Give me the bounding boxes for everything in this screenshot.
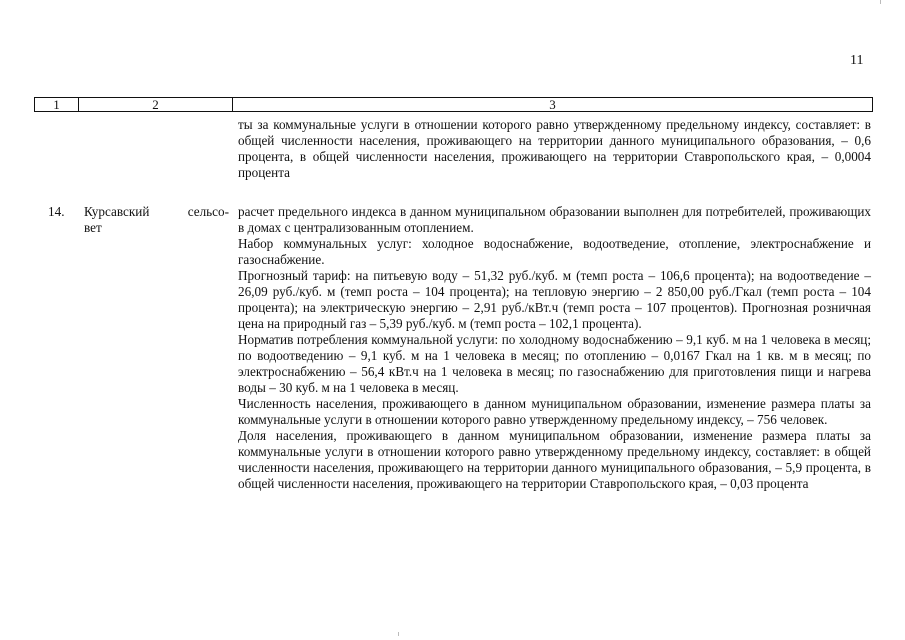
column-header-row bbox=[34, 97, 873, 112]
continuation-paragraph: ты за коммунальные услуги в отношении которого равно утвержденному предельному индексу, составляет: в общей численности населения, проживающего на территории данного муниципального образования, – 0,6 процента, в общей численности населения, проживающего на территории Ставропольского края, – 0,0004 процента bbox=[238, 117, 871, 180]
entry-paragraph: Численность населения, проживающего в данном муниципальном образовании, изменение размера платы за коммунальные услуги в отношении которого равно утвержденному предельному индексу, – 756 человек. bbox=[238, 396, 871, 427]
column-header-3: 3 bbox=[549, 97, 556, 112]
entry-name-line-1: Курсавский сельсо- bbox=[84, 204, 229, 219]
column-header-2: 2 bbox=[79, 98, 233, 111]
page-number: 11 bbox=[850, 53, 864, 68]
entry-name bbox=[84, 204, 229, 236]
column-header-1: 1 bbox=[35, 98, 79, 111]
entry-paragraph: Доля населения, проживающего в данном муниципальном образовании, изменение размера платы за коммунальные услуги в отношении которого равно утвержденному предельному индексу, составляет: в общей численности населения, проживающего на территории данного муниципального образования, – 5,9 процента, в общей численности населения, проживающего на территории Ставропольского края, – 0,03 процента bbox=[238, 428, 871, 491]
continuation-text-block bbox=[238, 117, 871, 181]
scan-mark bbox=[880, 0, 881, 4]
entry-paragraph: Норматив потребления коммунальной услуги: по холодному водоснабжению – 9,1 куб. м на 1 человека в месяц; по водоотведению – 9,1 куб. м на 1 человека в месяц; по отоплению – 0,0167 Гкал на 1 кв. м в месяц; по электроснабжению – 56,4 кВт.ч на 1 человека в месяц; по газоснабжению для приготовления пищи и нагрева воды – 30 куб. м на 1 человека в месяц. bbox=[238, 332, 871, 395]
entry-paragraph: Набор коммунальных услуг: холодное водоснабжение, водоотведение, отопление, электроснабжение и газоснабжение. bbox=[238, 236, 871, 267]
entry-paragraph: Прогнозный тариф: на питьевую воду – 51,32 руб./куб. м (темп роста – 106,6 процента); на водоотведение – 26,09 руб./куб. м (темп роста – 104 процента); на тепловую энергию – 2 850,00 руб./Гкал (темп роста – 104 процента); на электрическую энергию – 2,91 руб./кВт.ч (темп роста – 107 процентов). Прогнозная розничная цена на природный газ – 5,39 руб./куб. м (темп роста – 102,1 процента). bbox=[238, 268, 871, 331]
scan-mark bbox=[398, 632, 399, 636]
entry-number: 14. bbox=[48, 204, 65, 219]
entry-description bbox=[238, 204, 871, 492]
entry-paragraph: расчет предельного индекса в данном муниципальном образовании выполнен для потребителей, проживающих в домах с централизованным отоплением. bbox=[238, 204, 871, 235]
entry-name-line-2: вет bbox=[84, 220, 102, 235]
